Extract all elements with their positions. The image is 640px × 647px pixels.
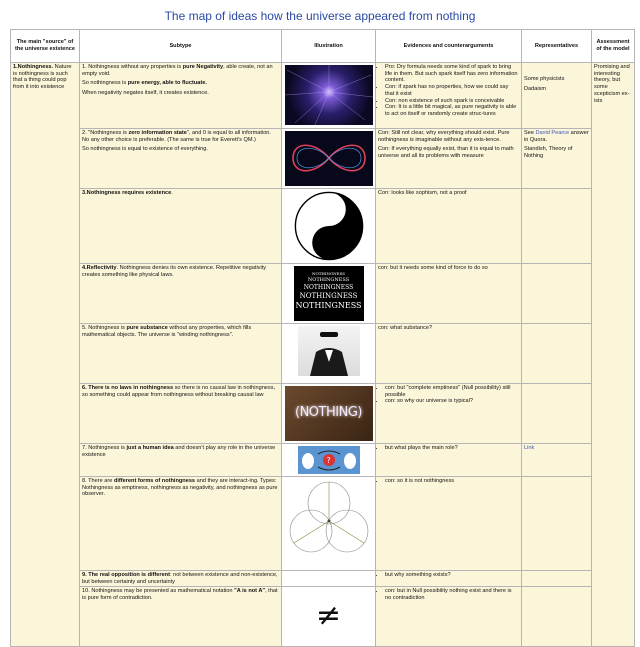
- nothingness-pyramid-image: [294, 266, 364, 321]
- subtype-text: .: [171, 190, 173, 196]
- galaxy-image: [285, 65, 373, 125]
- table-row: [11, 477, 635, 571]
- subtype-text: : not between existence and non-existence, but between certainty and uncertainty: [82, 572, 278, 585]
- subtype-text: So nothingness is: [82, 80, 128, 87]
- table-row: [11, 571, 635, 587]
- subtype-cell: [80, 129, 282, 189]
- not-equal-symbol: ≠: [315, 598, 342, 634]
- table-row: [11, 324, 635, 384]
- link[interactable]: Link: [524, 445, 535, 451]
- table-row: [11, 189, 635, 264]
- evidence-cell: [376, 571, 522, 587]
- invisible-man-illustration: [298, 326, 360, 376]
- source-cell: [11, 63, 80, 647]
- subtype-keyword: pure energy, able to fluctuate.: [127, 80, 207, 87]
- evidence-cell: [376, 384, 522, 444]
- table-row: [11, 587, 635, 647]
- subtype-text: without any properties, which fills mathematical objects. The universe is "winding nothingness".: [82, 325, 252, 338]
- subtype-cell: [80, 571, 282, 587]
- subtype-keyword: just a human idea: [126, 445, 174, 451]
- svg-text:?: ?: [326, 456, 331, 465]
- subtype-cell: [80, 587, 282, 647]
- evidence-cell: [376, 587, 522, 647]
- representatives-cell: [522, 63, 592, 129]
- subtype-text: 1. Nothingness without any properties is: [82, 64, 183, 70]
- illustration-cell: [282, 264, 376, 324]
- header-representatives: Representatives: [522, 30, 592, 63]
- subtype-text: 2. "Nothingness is: [82, 130, 129, 136]
- subtype-cell: [80, 384, 282, 444]
- evidence-item: • con: but "complete emptiness" (Null possibility) still possible: [385, 385, 519, 398]
- subtype-keyword: different forms of nothingness: [113, 478, 196, 484]
- representatives-cell: [522, 189, 592, 264]
- subtype-cell: [80, 324, 282, 384]
- representative-text: Dadaism: [524, 85, 547, 92]
- david-pearce-link[interactable]: David Pearce: [535, 130, 570, 136]
- illustration-cell: [282, 444, 376, 477]
- source-title: 1.Nothingness.: [13, 64, 54, 70]
- subtype-cell: [80, 63, 282, 129]
- evidence-cell: [376, 477, 522, 571]
- representatives-cell: [522, 444, 592, 477]
- subtype-cell: [80, 444, 282, 477]
- representatives-cell: [522, 477, 592, 571]
- header-illustration: Illustration: [282, 30, 376, 63]
- evidence-cell: con: what substance?: [376, 324, 522, 384]
- header-subtype: Subtype: [80, 30, 282, 63]
- representative-text: Standish, Theory of Nothing: [524, 146, 573, 160]
- evidence-cell: [376, 444, 522, 477]
- nothingness-word: NOTHINGNESS: [307, 277, 350, 283]
- illustration-cell: [282, 324, 376, 384]
- subtype-text: 5. Nothingness is: [82, 325, 127, 331]
- table-row: [11, 384, 635, 444]
- evidence-item: • but why something exists?: [385, 572, 519, 579]
- representatives-cell: [522, 264, 592, 324]
- table-row: [11, 63, 635, 129]
- subtype-text: so there is no causal law in nothingness, so something could appear from nothingness without breaking causal law: [82, 385, 276, 398]
- representatives-cell: [522, 571, 592, 587]
- table-row: [11, 444, 635, 477]
- nothing-neon-image: [285, 386, 373, 441]
- ideas-table: [10, 29, 635, 647]
- subtype-cell: [80, 264, 282, 324]
- eggs-question-illustration: [298, 446, 360, 474]
- subtype-keyword: zero information state: [128, 130, 187, 136]
- evidence-text: Con: If everything equally exist, than it is equal to math universe and all its problems with measure: [378, 146, 514, 160]
- illustration-cell: [282, 384, 376, 444]
- table-row: [11, 264, 635, 324]
- subtype-keyword: 4.Reflectivity: [82, 265, 117, 271]
- illustration-cell: [282, 571, 376, 587]
- subtype-keyword: "A is not A": [234, 588, 266, 595]
- representatives-cell: [522, 129, 592, 189]
- header-evidence: Evidences and counterarguments: [376, 30, 522, 63]
- nothingness-word: NOTHINGNESS: [295, 301, 362, 310]
- evidence-text: Con: Still not clear, why everything should exist. Pure nothingness is imaginable without any exis-tence.: [378, 130, 510, 143]
- table-row: [11, 129, 635, 189]
- illustration-cell: [282, 477, 376, 571]
- header-source: The main "source" of the universe existence: [11, 30, 80, 63]
- evidence-item: • but what plays the main role?: [385, 445, 519, 452]
- evidence-item: • con: so it is not nothingness: [385, 478, 519, 485]
- subtype-text: 10. Nothingness may be presented as mathematical notation: [82, 588, 235, 595]
- representatives-cell: [522, 384, 592, 444]
- subtype-keyword: 6. There is no laws in nothingness: [82, 385, 174, 391]
- three-circles-diagram: [289, 479, 369, 567]
- page-title: The map of ideas how the universe appeared from nothing: [164, 9, 476, 23]
- invisible-man-image: [298, 326, 360, 376]
- subtype-keyword: 3.Nothingness requires existence: [82, 190, 172, 196]
- nothingness-word: NOTHINGNESS: [311, 271, 346, 276]
- evidence-item: • Con: non existence of such spark is conceivable: [385, 98, 519, 105]
- subtype-text: So nothingness is equal to existence of everything.: [82, 146, 208, 153]
- infinity-illustration: [285, 131, 373, 186]
- representative-text: answer in Quora.: [524, 130, 589, 143]
- representatives-cell: [522, 587, 592, 647]
- illustration-cell: [282, 63, 376, 129]
- evidence-item: • Con: It is a little bit magical, as pure negativity is able to act on itself or randomly create struc-tures: [385, 104, 519, 117]
- subtype-text: . Nothingness denies its own existence. Repetitive negativity creates something like physical laws.: [82, 265, 267, 278]
- evidence-cell: con: but it needs some kind of force to do so: [376, 264, 522, 324]
- subtype-keyword: pure Negativity: [182, 64, 224, 70]
- subtype-text: and they are interact-ing. Types: Nothingness as emptiness, nothingness as negativity, and nothingness as pure observer.: [82, 478, 278, 498]
- subtype-text: 8. There are: [82, 478, 114, 484]
- subtype-text: , able create, not an empty void.: [82, 64, 273, 77]
- starburst-illustration: [285, 65, 373, 125]
- subtype-text: , that is pure form of contradiction.: [82, 588, 278, 602]
- evidence-cell: [376, 63, 522, 129]
- header-assessment: Assessment of the model: [592, 30, 635, 63]
- subtype-keyword: pure substance: [126, 325, 168, 331]
- evidence-item: • Con: if spark has no properties, how we could say that it exist: [385, 84, 519, 97]
- infinity-image: [285, 131, 373, 186]
- nothingness-word: NOTHINGNESS: [303, 284, 354, 291]
- evidence-cell: Con: looks like sophism, not a proof: [376, 189, 522, 264]
- subtype-keyword: 9. The real opposition is different: [82, 572, 170, 578]
- subtype-text: 7. Nothingness is: [82, 445, 127, 451]
- evidence-item: • con: so why our universe is typical?: [385, 398, 519, 405]
- yin-yang-icon: [294, 191, 364, 261]
- subtype-cell: [80, 477, 282, 571]
- header-row: [11, 30, 635, 63]
- representative-text: See: [524, 130, 536, 136]
- evidence-cell: [376, 129, 522, 189]
- nothingness-word: NOTHINGNESS: [299, 292, 358, 300]
- assessment-cell: Promising and interesting theory, but some scepticism ex-ists: [592, 63, 635, 647]
- illustration-cell: [282, 129, 376, 189]
- eggs-question-image: [298, 446, 360, 474]
- subtype-text: ", and 0 is equal to all information. No any other choice is preferable. (The same is true for Everett's QM.): [82, 130, 271, 143]
- evidence-item: • Pro: Dry formula needs some kind of spark to bring life in them. But such spark itself has zero information content.: [385, 64, 519, 84]
- evidence-item: • con: but in Null possibility nothing exist and there is no contradiction: [385, 588, 519, 601]
- subtype-text: When negativity negates itself, it creates existence.: [82, 90, 209, 97]
- representatives-cell: [522, 324, 592, 384]
- nothing-neon-text: (NOTHING): [295, 405, 362, 420]
- subtype-cell: [80, 189, 282, 264]
- representative-text: Some physicists: [524, 76, 565, 82]
- subtype-text: and doesn't play any role in the universe existence: [82, 445, 276, 458]
- illustration-cell: [282, 587, 376, 647]
- source-text: Nature is nothingness is such that a thing could pop from it into existence: [13, 64, 72, 91]
- illustration-cell: [282, 189, 376, 264]
